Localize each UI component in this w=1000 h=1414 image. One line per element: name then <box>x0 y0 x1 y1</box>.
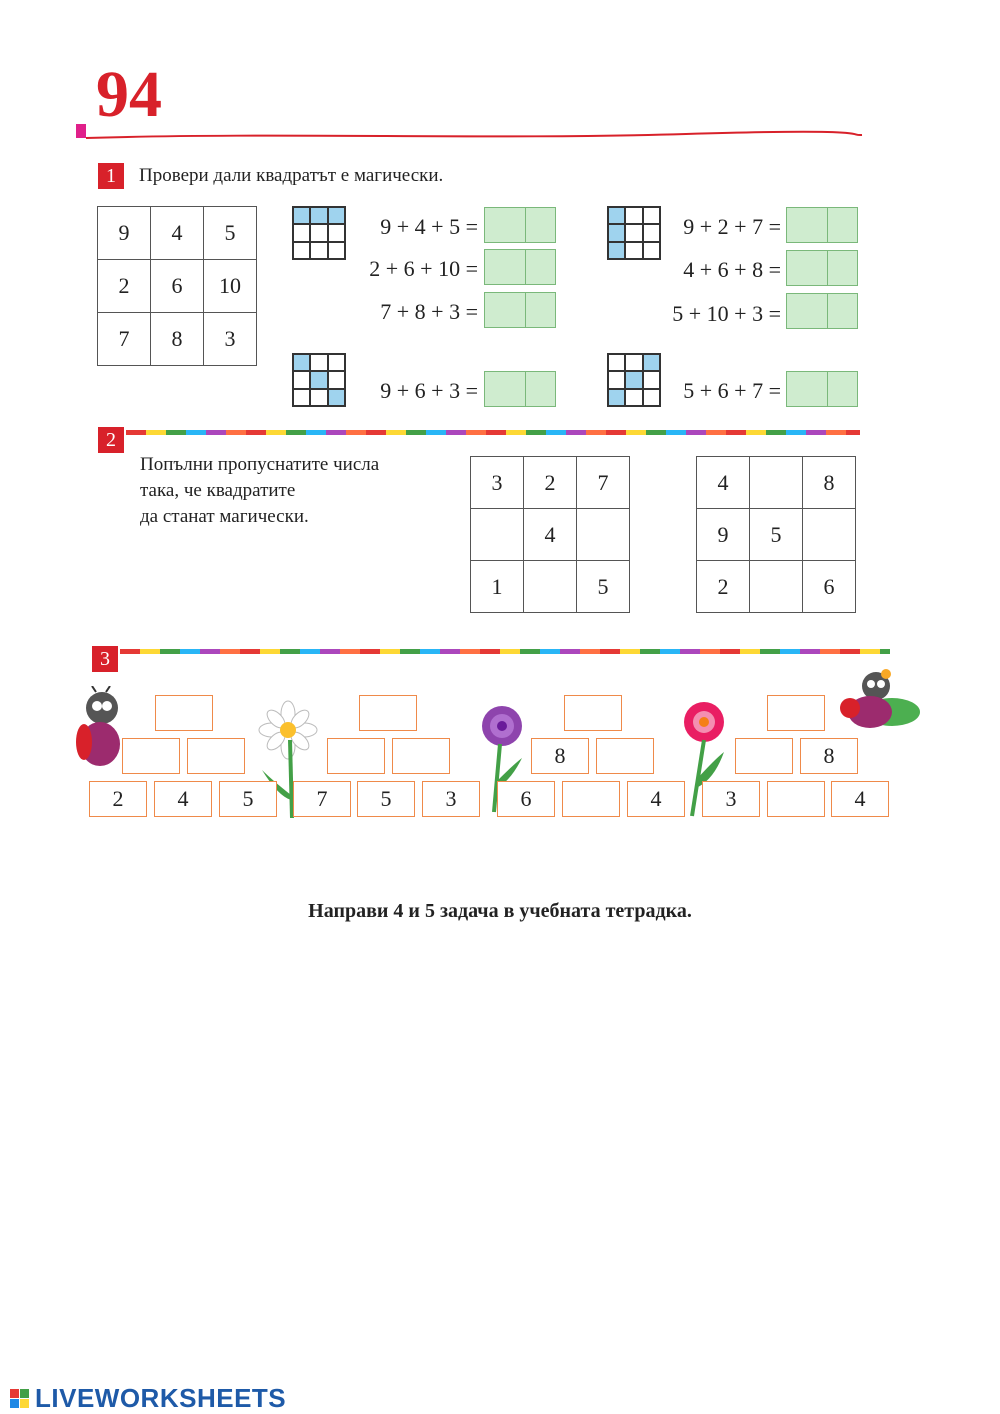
square-cell: 10 <box>204 260 257 313</box>
square-cell: 6 <box>151 260 204 313</box>
answer-digit-input[interactable] <box>787 251 828 285</box>
square-cell: 4 <box>524 509 577 561</box>
equation-col-1: 9 + 2 + 7 = <box>683 214 781 239</box>
task-3-badge: 3 <box>92 646 118 672</box>
square-cell: 2 <box>524 457 577 509</box>
header-underline <box>86 128 866 142</box>
square-cell: 9 <box>697 509 750 561</box>
pyramid-middle-input[interactable] <box>327 738 385 774</box>
pyramid-base-cell: 5 <box>357 781 415 817</box>
square-cell: 3 <box>204 313 257 366</box>
equation-row-2: 2 + 6 + 10 = <box>369 256 478 281</box>
pyramid-base-cell: 3 <box>422 781 480 817</box>
answer-digit-input[interactable] <box>828 294 868 328</box>
pyramid-top-input[interactable] <box>359 695 417 731</box>
task-2-square-b <box>696 456 856 613</box>
square-cell: 6 <box>803 561 856 613</box>
pyramid-base-cell: 4 <box>627 781 685 817</box>
empty-cell[interactable] <box>577 509 630 561</box>
equation-row-1: 9 + 4 + 5 = <box>380 214 478 239</box>
empty-cell[interactable] <box>524 561 577 613</box>
page-number: 94 <box>96 58 162 131</box>
instruction-line: да станат магически. <box>140 506 309 527</box>
square-cell: 5 <box>204 207 257 260</box>
answer-box[interactable] <box>484 249 556 285</box>
answer-digit-input[interactable] <box>526 372 566 406</box>
answer-box[interactable] <box>786 250 858 286</box>
pyramid-middle-cell: 8 <box>800 738 858 774</box>
task-2-square-a <box>470 456 630 613</box>
equation-col-2: 4 + 6 + 8 = <box>683 257 781 282</box>
empty-cell[interactable] <box>750 457 803 509</box>
page-number-marker <box>76 124 86 138</box>
pyramid-middle-input[interactable] <box>392 738 450 774</box>
pyramid-top-input[interactable] <box>155 695 213 731</box>
empty-cell[interactable] <box>471 509 524 561</box>
liveworksheets-logo <box>10 1383 286 1414</box>
square-cell: 2 <box>98 260 151 313</box>
equation-diagonal-main: 9 + 6 + 3 = <box>380 378 478 403</box>
pyramid-middle-input[interactable] <box>187 738 245 774</box>
homework-instruction: Направи 4 и 5 задача в учебната тетрадка. <box>308 900 692 922</box>
answer-digit-input[interactable] <box>526 208 566 242</box>
answer-digit-input[interactable] <box>828 372 868 406</box>
answer-digit-input[interactable] <box>787 372 828 406</box>
square-cell: 8 <box>803 457 856 509</box>
pyramid-top-input[interactable] <box>767 695 825 731</box>
answer-digit-input[interactable] <box>828 208 868 242</box>
task-1-instruction: Провери дали квадратът е магически. <box>139 165 444 186</box>
answer-digit-input[interactable] <box>485 293 526 327</box>
pyramid-middle-input[interactable] <box>596 738 654 774</box>
task-2-badge: 2 <box>98 427 124 453</box>
square-cell: 3 <box>471 457 524 509</box>
answer-digit-input[interactable] <box>526 250 566 284</box>
answer-digit-input[interactable] <box>787 208 828 242</box>
square-cell: 4 <box>697 457 750 509</box>
square-cell: 7 <box>577 457 630 509</box>
square-cell: 7 <box>98 313 151 366</box>
answer-box[interactable] <box>786 293 858 329</box>
answer-digit-input[interactable] <box>828 251 868 285</box>
pyramid-base-cell: 7 <box>293 781 351 817</box>
pyramid-base-cell: 6 <box>497 781 555 817</box>
answer-box[interactable] <box>484 292 556 328</box>
ladybug-right-icon <box>822 664 922 744</box>
pyramid-base-cell: 4 <box>154 781 212 817</box>
instruction-line: Попълни пропуснатите числа <box>140 454 380 475</box>
logo-text: LIVEWORKSHEETS <box>35 1383 287 1413</box>
pyramid-base-cell: 3 <box>702 781 760 817</box>
answer-box[interactable] <box>484 207 556 243</box>
empty-cell[interactable] <box>803 509 856 561</box>
answer-digit-input[interactable] <box>485 250 526 284</box>
pyramid-top-input[interactable] <box>564 695 622 731</box>
pyramid-middle-cell: 8 <box>531 738 589 774</box>
ladybug-left-icon <box>72 686 128 776</box>
equation-col-3: 5 + 10 + 3 = <box>672 301 781 326</box>
square-cell: 4 <box>151 207 204 260</box>
square-cell: 2 <box>697 561 750 613</box>
equation-diagonal-anti: 5 + 6 + 7 = <box>683 378 781 403</box>
logo-icon <box>10 1389 29 1408</box>
task-1-badge: 1 <box>98 163 124 189</box>
answer-digit-input[interactable] <box>485 372 526 406</box>
answer-box[interactable] <box>786 207 858 243</box>
square-cell: 1 <box>471 561 524 613</box>
task-2-instruction <box>140 452 379 530</box>
instruction-line: така, че квадратите <box>140 480 296 501</box>
equation-row-3: 7 + 8 + 3 = <box>380 299 478 324</box>
square-cell: 9 <box>98 207 151 260</box>
pyramid-base-cell: 5 <box>219 781 277 817</box>
pyramid-base-cell: 2 <box>89 781 147 817</box>
answer-digit-input[interactable] <box>526 293 566 327</box>
pyramid-middle-input[interactable] <box>735 738 793 774</box>
answer-digit-input[interactable] <box>787 294 828 328</box>
square-cell: 5 <box>750 509 803 561</box>
section-divider <box>126 430 860 435</box>
square-cell: 5 <box>577 561 630 613</box>
section-divider <box>120 649 890 654</box>
task-1-magic-square <box>97 206 257 366</box>
answer-box[interactable] <box>786 371 858 407</box>
answer-digit-input[interactable] <box>485 208 526 242</box>
pyramid-base-input[interactable] <box>767 781 825 817</box>
empty-cell[interactable] <box>750 561 803 613</box>
pyramid-base-input[interactable] <box>562 781 620 817</box>
square-cell: 8 <box>151 313 204 366</box>
answer-box[interactable] <box>484 371 556 407</box>
pyramid-base-cell: 4 <box>831 781 889 817</box>
pyramid-middle-input[interactable] <box>122 738 180 774</box>
